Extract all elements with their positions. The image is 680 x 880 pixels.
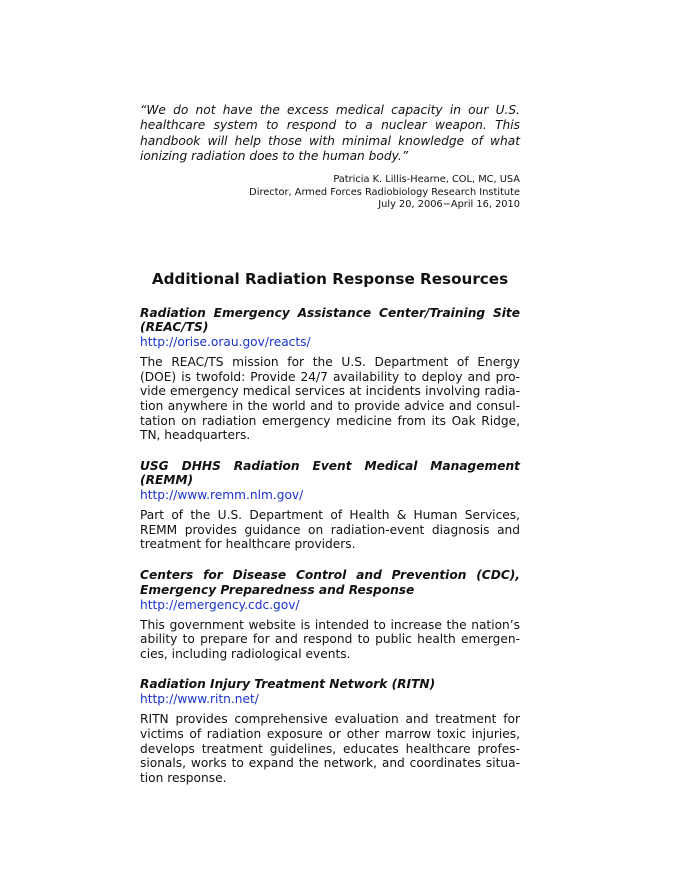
- section-title: Additional Radiation Response Resources: [151, 269, 509, 288]
- resource-link[interactable]: http://www.remm.nlm.gov/: [140, 488, 304, 503]
- attribution-role: Director, Armed Forces Radiobiology Research Institute: [249, 186, 520, 198]
- resource-name: USG DHHS Radiation Event Medical Management (REMM): [140, 458, 520, 488]
- resource-name: Centers for Disease Control and Prevention (CDC), Emergency Preparedness and Response: [140, 568, 520, 597]
- document-page: [140, 103, 520, 785]
- attribution-author: Patricia K. Lillis-Hearne, COL, MC, USA: [333, 174, 520, 186]
- resource-name: Radiation Emergency Assistance Center/Training Site (REAC/TS): [140, 305, 520, 335]
- resource-name: Radiation Injury Treatment Network (RITN): [140, 677, 436, 692]
- resource-description: RITN provides comprehensive evaluation and treatment for victims of radiation exposure or other marrow toxic injuries, develops treatment guidelines, educates healthcare professionals, works to expand the network, and coordinates situation response.: [140, 712, 520, 785]
- resource-reac-ts: [140, 306, 520, 443]
- resource-cdc: [140, 568, 520, 661]
- resource-description: The REAC/TS mission for the U.S. Department of Energy (DOE) is twofold: Provide 24/7 availability to deploy and provide emergency medical services at incidents involving radiation anywhere in the world and to provide advice and consultation on radiation emergency medicine from its Oak Ridge, TN, headquarters.: [140, 355, 520, 443]
- quote-attribution: [140, 174, 520, 212]
- resource-ritn: [140, 677, 520, 785]
- epigraph-quote: “We do not have the excess medical capacity in our U.S. healthcare system to respond to a nuclear weapon. This handbook will help those with minimal knowledge of what ionizing radiation does to the human body.”: [140, 103, 520, 163]
- resource-link[interactable]: http://emergency.cdc.gov/: [140, 597, 300, 612]
- attribution-dates: July 20, 2006−April 16, 2010: [378, 199, 520, 211]
- resource-description: This government website is intended to increase the nation’s ability to prepare for and respond to public health emergencies, including radiological events.: [140, 617, 520, 661]
- resource-description: Part of the U.S. Department of Health & Human Services, REMM provides guidance on radiation-event diagnosis and treatment for healthcare providers.: [140, 508, 520, 552]
- resource-link[interactable]: http://orise.orau.gov/reacts/: [140, 335, 311, 350]
- resource-link[interactable]: http://www.ritn.net/: [140, 692, 259, 707]
- resource-remm: [140, 459, 520, 552]
